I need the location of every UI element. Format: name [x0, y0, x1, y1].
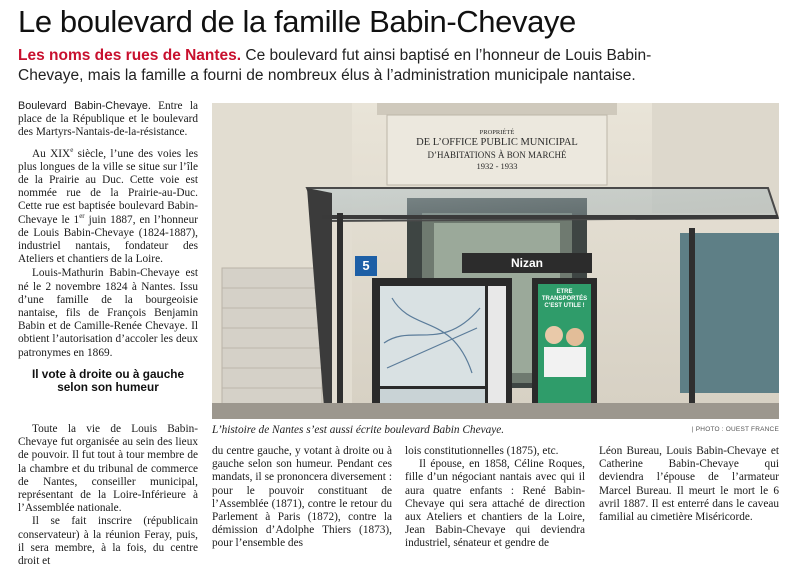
stop-name: Nizan	[510, 256, 543, 270]
lead-paragraph	[18, 100, 198, 140]
column-3	[405, 445, 585, 551]
column-1	[18, 423, 198, 568]
para1-a: Au XIX	[32, 147, 71, 160]
deck-text: Ce boulevard fut ainsi baptisé en l’honneur de Louis Babin-Chevaye, mais la famille a fourni de nombreux élus à l’administration municipale nantaise.	[18, 47, 652, 84]
sign-line-1: PROPRIÉTÉ	[479, 129, 515, 136]
sign-line-4: 1932 - 1933	[476, 161, 518, 171]
column-2	[212, 445, 392, 551]
col2-paragraph: du centre gauche, y votant à droite ou à gauche selon son humeur. Pendant ces mandats, il se prononcera diversement : pour le pouvoir constituant de l’Assemblée (1871), contre le retour du Parlement à Paris (1872), contre la démission d’Adolphe Thiers (1873), pour l’ensemble des	[212, 445, 392, 550]
deck-kicker: Les noms des rues de Nantes.	[18, 47, 242, 64]
street-name: Boulevard Babin-Chevaye	[18, 100, 148, 112]
col1-paragraph-2: Il se fait inscrire (républicain conservateur) à la réunion Feray, puis, il sera membre, à la fois, du centre droit et	[18, 515, 198, 568]
para1-a-sup: e	[70, 145, 74, 154]
sign-line-2: DE L’OFFICE PUBLIC MUNICIPAL	[416, 137, 578, 148]
article-left-column	[18, 100, 198, 404]
headline: Le boulevard de la famille Babin-Chevaye	[18, 4, 576, 39]
para1-b: siècle, l’une des voies les plus longues de la ville se situe sur l’île de la Prairie au Duc. Cette voie est nommée rue de la Prairie-au-Duc. Cette rue est baptisée boulevard Babin-Chevaye le 1	[18, 147, 198, 226]
history-paragraph	[18, 145, 198, 267]
col4-paragraph: Léon Bureau, Louis Babin-Chevaye et Catherine Babin-Chevaye qui deviendra l’épouse de l’armateur Marcel Bureau. Il meurt le mort le 6 avril 1887. Il est enterré dans le caveau familial au cimetière Miséricorde.	[599, 445, 779, 524]
column-4	[599, 445, 779, 524]
deck	[18, 46, 668, 86]
photo-credit: | PHOTO : OUEST FRANCE	[691, 426, 779, 433]
para1-c: juin 1887, en l’honneur de Louis Babin-Chevaye (1824-1887), industriel nantais, fondateur des Ateliers et chantiers de la Loire.	[18, 213, 198, 266]
col3-paragraph-1: lois constitutionnelles (1875), etc.	[405, 445, 559, 457]
line-number-badge: 5	[362, 258, 370, 273]
subhead: Il vote à droite ou à gauche selon son humeur	[31, 366, 185, 395]
facade-sign	[387, 129, 607, 172]
para1-b-sup: er	[79, 211, 85, 220]
street-location: . Entre la place de la République et le boulevard des Martyrs-Nantais-de-la-résistance.	[18, 100, 198, 139]
caption-text: L’histoire de Nantes s’est aussi écrite boulevard Babin Chevaye.	[212, 424, 505, 436]
sign-line-3: D’HABITATIONS À BON MARCHÉ	[427, 150, 567, 160]
birth-paragraph: Louis-Mathurin Babin-Chevaye est né le 2 novembre 1824 à Nantes. Issu d’une famille de la bourgeoisie nantaise, fils de François Benjamin Babin et de Camille-Renée Chevaye. Il obtient l’autorisation d’accoler les deux patronymes en 1869.	[18, 267, 198, 359]
poster-text: ETRE TRANSPORTÉS C’EST UTILE !	[541, 289, 588, 309]
col1-paragraph-1: Toute la vie de Louis Babin-Chevaye fut organisée au sein des lieux de pouvoir. Il fut tout à tour membre de la chambre et du tribunal de commerce de Nantes, conseiller municipal, représentant de la Loire-Inférieure à l’Assemblée nationale.	[18, 423, 198, 515]
photo-caption	[212, 424, 779, 438]
col3-paragraph-2: Il épouse, en 1858, Céline Roques, fille d’un négociant nantais avec qui il aura quatre enfants : René Babin-Chevaye qui sera attaché de direction aux Ateliers et chantiers de la Loire, Jean Babin-Chevaye qui deviendra industriel, sénateur et gendre de	[405, 458, 585, 550]
photo	[212, 103, 779, 419]
